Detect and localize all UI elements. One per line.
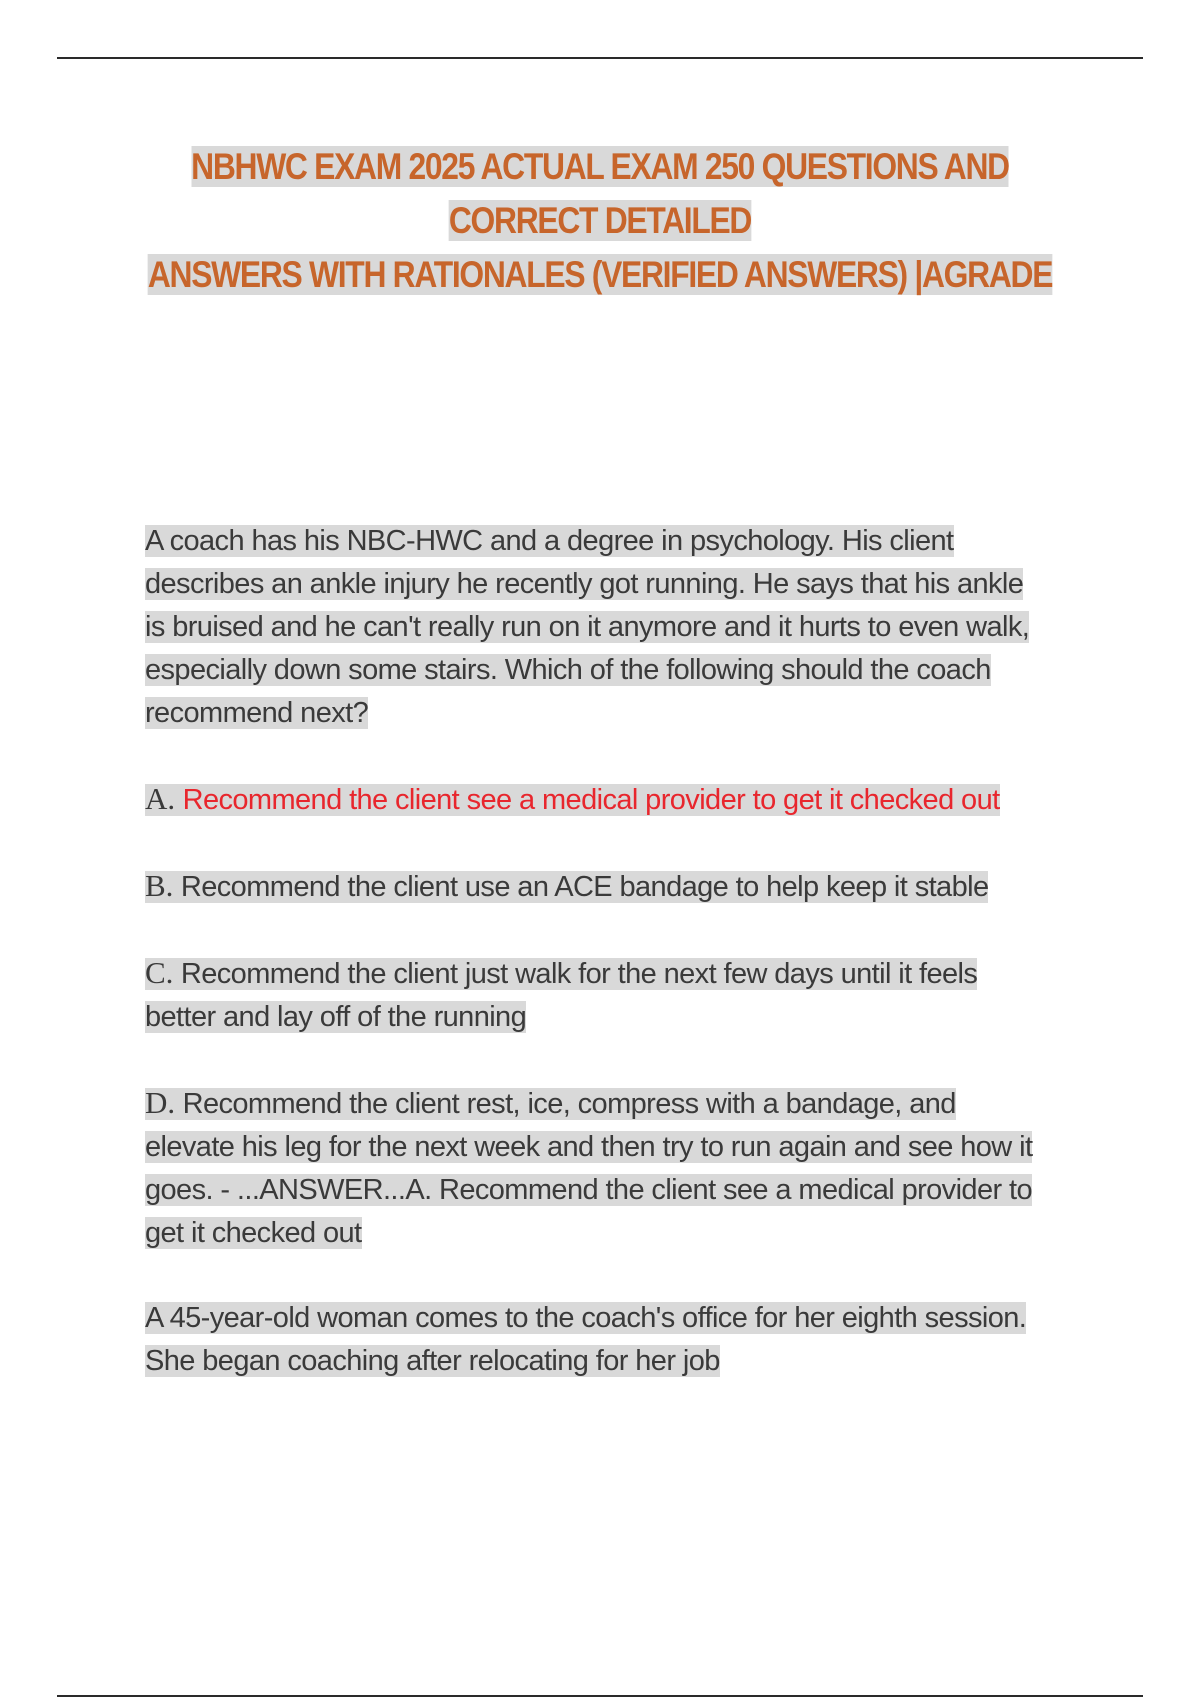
question-2-stem bbox=[145, 1297, 1045, 1383]
question-2-stem-text: A 45-year-old woman comes to the coach's office for her eighth session. She began coaching after relocating for her job bbox=[145, 1302, 1027, 1377]
bottom-rule bbox=[57, 1695, 1143, 1697]
title-line-2: CORRECT DETAILED bbox=[448, 200, 752, 241]
question-1-stem bbox=[145, 520, 1045, 735]
option-b bbox=[145, 864, 1045, 909]
option-a-text: Recommend the client see a medical provider to get it checked out bbox=[182, 784, 1000, 816]
title-line-1: NBHWC EXAM 2025 ACTUAL EXAM 250 QUESTIONS AND bbox=[191, 146, 1009, 187]
option-c bbox=[145, 951, 1045, 1039]
option-d bbox=[145, 1081, 1045, 1255]
option-b-letter: B. bbox=[145, 868, 174, 903]
option-c-text: Recommend the client just walk for the next few days until it feels better and lay off of the running bbox=[145, 958, 978, 1033]
option-d-text: Recommend the client rest, ice, compress with a bandage, and elevate his leg for the next week and then try to run again and see how it goes. - ...ANSWER...A. Recommend the client see a medical provider to get it checked out bbox=[145, 1088, 1033, 1249]
option-c-letter: C. bbox=[145, 955, 174, 990]
document-title bbox=[136, 140, 1065, 302]
option-a-letter: A. bbox=[145, 781, 176, 816]
option-a bbox=[145, 777, 1045, 822]
title-line-3: ANSWERS WITH RATIONALES (VERIFIED ANSWERS) |AGRADE bbox=[147, 254, 1053, 295]
document-body bbox=[145, 520, 1045, 1425]
option-d-letter: D. bbox=[145, 1085, 176, 1120]
option-b-text: Recommend the client use an ACE bandage to help keep it stable bbox=[180, 871, 989, 903]
question-1-stem-text: A coach has his NBC-HWC and a degree in psychology. His client describes an ankle injury he recently got running. He says that his ankle is bruised and he can't really run on it anymore and it hurts to even walk, especially down some stairs. Which of the following should the coach recommend next? bbox=[145, 525, 1030, 729]
top-rule bbox=[57, 57, 1143, 59]
